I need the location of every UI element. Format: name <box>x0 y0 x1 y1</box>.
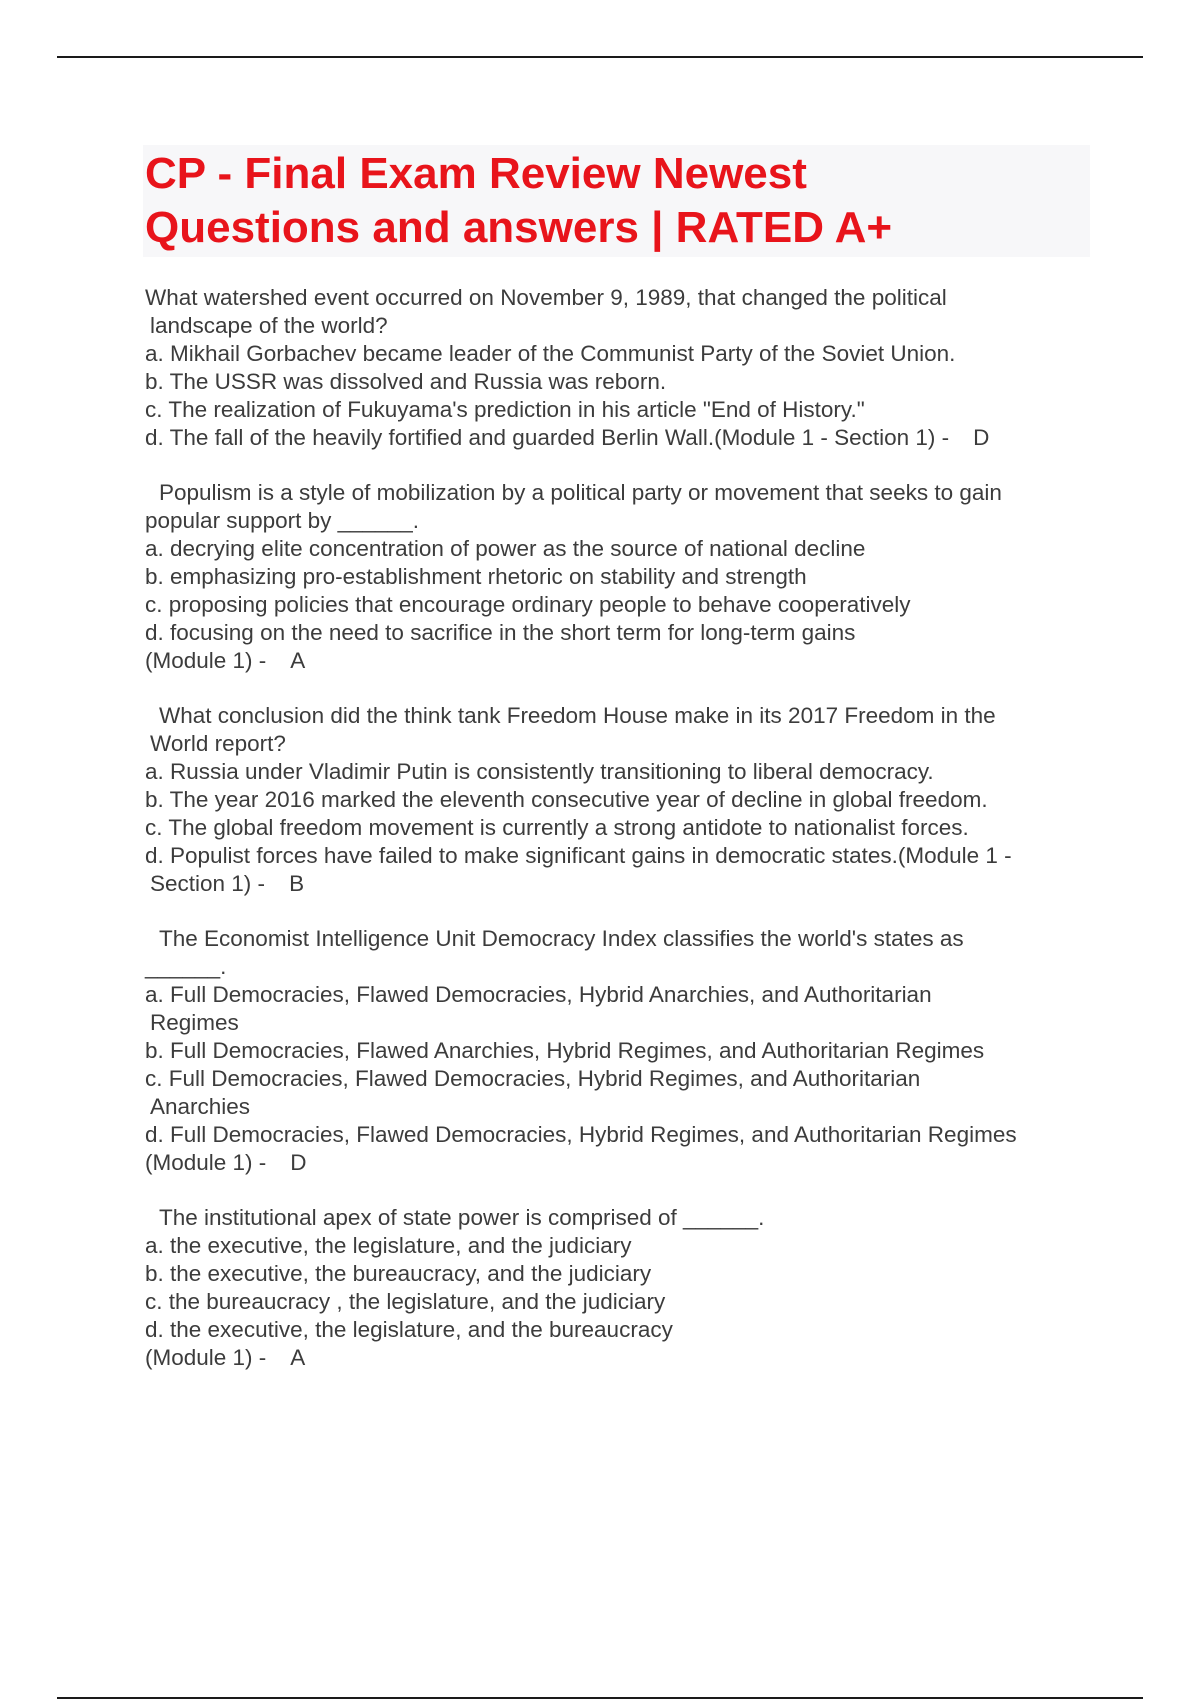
option-c: c. The global freedom movement is currently a strong antidote to nationalist forces. <box>145 815 969 840</box>
question-text: What watershed event occurred on November 9, 1989, that changed the political <box>145 285 947 310</box>
top-rule <box>57 56 1143 58</box>
option-d: d. The fall of the heavily fortified and guarded Berlin Wall.(Module 1 - Section 1) - <box>145 425 950 450</box>
title-line-1: CP - Final Exam Review Newest <box>145 149 807 198</box>
answer-line <box>145 1344 1095 1372</box>
module-reference: Section 1) - <box>150 871 266 896</box>
answer-key: D <box>973 425 990 450</box>
option-a-cont: Regimes <box>150 1010 239 1035</box>
option-b: b. emphasizing pro-establishment rhetoric on stability and strength <box>145 564 807 589</box>
module-reference: (Module 1) - <box>145 648 267 673</box>
question-block-1 <box>145 284 1095 452</box>
question-block-5 <box>145 1204 1095 1372</box>
option-b: b. The USSR was dissolved and Russia was reborn. <box>145 369 667 394</box>
answer-line <box>145 647 1095 675</box>
question-text-cont: popular support by ______. <box>145 508 419 533</box>
option-c: c. Full Democracies, Flawed Democracies, Hybrid Regimes, and Authoritarian <box>145 1066 921 1091</box>
option-b: b. Full Democracies, Flawed Anarchies, Hybrid Regimes, and Authoritarian Regimes <box>145 1038 985 1063</box>
option-d: d. Full Democracies, Flawed Democracies, Hybrid Regimes, and Authoritarian Regimes <box>145 1122 1017 1147</box>
question-text-cont: ______. <box>145 954 227 979</box>
module-reference: (Module 1) - <box>145 1150 267 1175</box>
question-text-cont: landscape of the world? <box>150 313 388 338</box>
option-d: d. focusing on the need to sacrifice in the short term for long-term gains <box>145 620 856 645</box>
module-reference: (Module 1) - <box>145 1345 267 1370</box>
title-banner <box>143 145 1090 257</box>
answer-key: B <box>289 871 305 896</box>
option-c-cont: Anarchies <box>150 1094 251 1119</box>
option-a: a. Full Democracies, Flawed Democracies, Hybrid Anarchies, and Authoritarian <box>145 982 932 1007</box>
option-a: a. the executive, the legislature, and the judiciary <box>145 1233 632 1258</box>
option-b: b. The year 2016 marked the eleventh consecutive year of decline in global freedom. <box>145 787 988 812</box>
document-title <box>145 147 1086 255</box>
question-block-2 <box>145 479 1095 675</box>
option-c: c. the bureaucracy , the legislature, and the judiciary <box>145 1289 666 1314</box>
question-text: The Economist Intelligence Unit Democracy Index classifies the world's states as <box>159 926 964 951</box>
question-block-3 <box>145 702 1095 898</box>
answer-key: A <box>290 648 306 673</box>
option-d: d. Populist forces have failed to make significant gains in democratic states.(Module 1 - <box>145 843 1012 868</box>
bottom-rule <box>57 1697 1143 1699</box>
answer-key: A <box>290 1345 306 1370</box>
question-text: What conclusion did the think tank Freedom House make in its 2017 Freedom in the <box>159 703 996 728</box>
option-a: a. decrying elite concentration of power as the source of national decline <box>145 536 866 561</box>
option-c: c. proposing policies that encourage ordinary people to behave cooperatively <box>145 592 911 617</box>
question-text-cont: World report? <box>150 731 286 756</box>
answer-line <box>145 1149 1095 1177</box>
answer-key: D <box>290 1150 307 1175</box>
question-list <box>145 284 1095 1399</box>
option-d-with-reference <box>145 424 1095 452</box>
question-block-4 <box>145 925 1095 1177</box>
question-text: The institutional apex of state power is comprised of ______. <box>159 1205 765 1230</box>
option-d: d. the executive, the legislature, and the bureaucracy <box>145 1317 673 1342</box>
option-b: b. the executive, the bureaucracy, and the judiciary <box>145 1261 652 1286</box>
option-a: a. Russia under Vladimir Putin is consistently transitioning to liberal democracy. <box>145 759 934 784</box>
option-c: c. The realization of Fukuyama's prediction in his article "End of History." <box>145 397 865 422</box>
title-line-2: Questions and answers | RATED A+ <box>145 203 893 252</box>
question-text: Populism is a style of mobilization by a political party or movement that seeks to gain <box>159 480 1002 505</box>
answer-line <box>145 870 1095 898</box>
option-a: a. Mikhail Gorbachev became leader of the Communist Party of the Soviet Union. <box>145 341 956 366</box>
